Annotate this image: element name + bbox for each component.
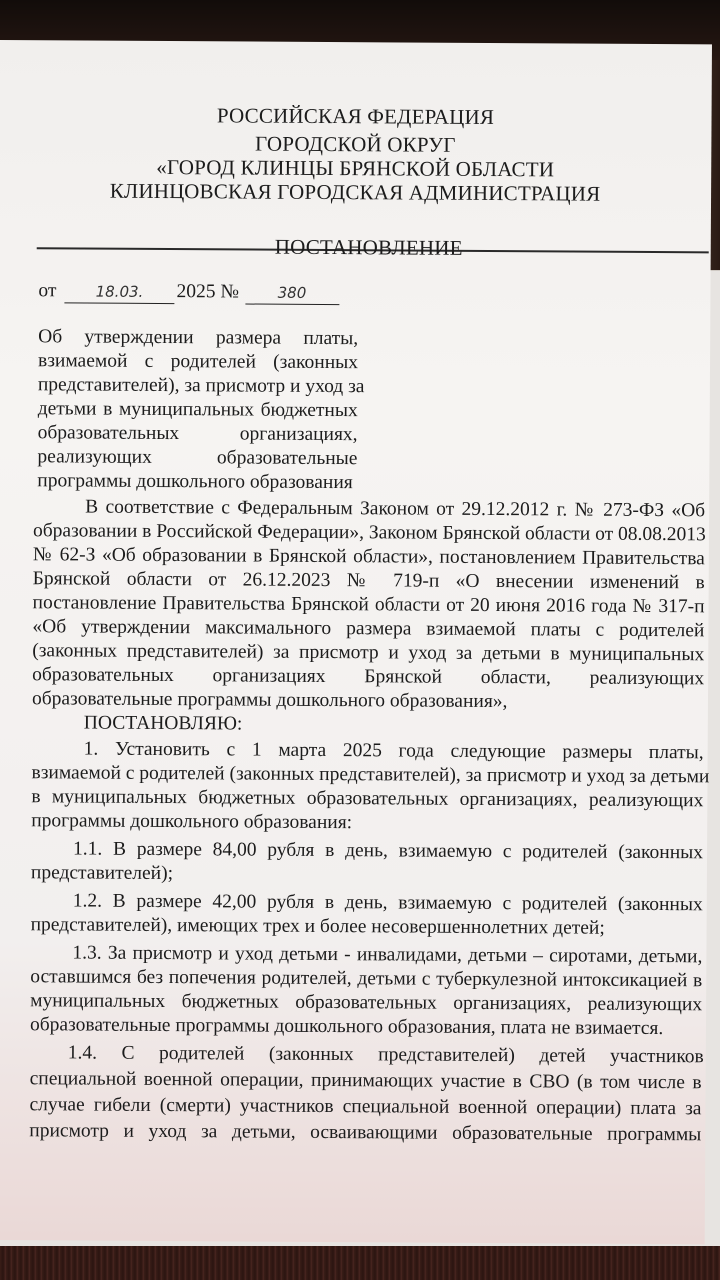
item-line: оставшимся без попечения родителей, детьми с туберкулезной интоксикацией в [30, 966, 703, 992]
date-prefix: от [38, 280, 57, 302]
date-year: 2025 № [176, 281, 240, 303]
subject-line: Об утверждении размера платы, [38, 326, 359, 350]
item-line: программы дошкольного образования: [31, 810, 353, 834]
item-line: 1. Установить с 1 марта 2025 года следующие размеры платы, [83, 738, 704, 764]
subject-line: представителей), за присмотр и уход за [37, 374, 365, 398]
preamble-line: образовании в Российской Федерации», Законом Брянской области от 08.08.2013 [32, 520, 706, 546]
subject-line: программы дошкольного образования [37, 470, 353, 494]
preamble-line: В соответствие с Федеральным Законом от 29.12.2012 г. № 273-ФЗ «Об [85, 496, 706, 522]
item-line: 1.3. За присмотр и уход детьми - инвалидами, детьми – сиротами, детьми, [72, 942, 703, 968]
header-administration: КЛИНЦОВСКАЯ ГОРОДСКАЯ АДМИНИСТРАЦИЯ [109, 178, 601, 206]
subject-line: образовательных организациях, [37, 422, 358, 446]
item-line: муниципальных бюджетных образовательных организациях, реализующих [30, 990, 703, 1016]
preamble-line: «Об утверждении максимального размера взимаемой платы с родителей [32, 616, 705, 642]
date-line [38, 280, 339, 305]
item-line: специальной военной операции, принимающих участие в СВО (в том числе в [29, 1068, 702, 1094]
item-line: 1.2. В размере 42,00 рубля в день, взимаемую с родителей (законных [72, 890, 703, 916]
preamble-line: (законных представителей) за присмотр и уход за детьми в муниципальных [32, 640, 705, 666]
subject-line: реализующих образовательные [37, 446, 358, 470]
decree-word: ПОСТАНОВЛЯЮ: [83, 712, 243, 735]
preamble-line: постановление Правительства Брянской области от 20 июня 2016 года № 317-п [32, 592, 705, 618]
preamble-line: образовательные программы дошкольного образования», [31, 688, 508, 713]
item-line: представителей); [30, 862, 174, 885]
item-line: случае гибели (смерти) участников специальной военной операции) плата за [29, 1094, 702, 1120]
handwritten-date: 18.03. [95, 282, 144, 301]
item-line: образовательные программы дошкольного образования, плата не взимается. [29, 1014, 664, 1040]
item-line: представителей), имеющих трех и более несовершеннолетних детей; [30, 914, 605, 939]
preamble-line: Брянской области от 26.12.2023 № 719-п «О внесении изменений в [32, 568, 705, 594]
item-line: в муниципальных бюджетных образовательных организациях, реализующих [31, 786, 704, 812]
subject-line: детьми в муниципальных бюджетных [37, 398, 358, 422]
document-title: ПОСТАНОВЛЕНИЕ [274, 234, 463, 260]
item-line: 1.1. В размере 84,00 рубля в день, взимаемую с родителей (законных [72, 838, 704, 864]
subject-line: взимаемой с родителей (законных [37, 350, 359, 374]
header-district: ГОРОДСКОЙ ОКРУГ [255, 131, 456, 157]
item-line: 1.4. С родителей (законных представителей) детей участников [67, 1042, 704, 1068]
preamble-line: № 62-З «Об образовании в Брянской области», постановлением Правительства [32, 544, 705, 570]
item-line: присмотр и уход за детьми, осваивающими образовательные программы [29, 1120, 702, 1146]
item-line: взимаемой с родителей (законных представителей), за присмотр и уход за детьми [31, 762, 710, 788]
document-page [0, 40, 712, 1244]
header-city: «ГОРОД КЛИНЦЫ БРЯНСКОЙ ОБЛАСТИ [156, 154, 555, 182]
header-country: РОССИЙСКАЯ ФЕДЕРАЦИЯ [216, 103, 495, 130]
preamble-line: образовательных организациях Брянской области, реализующих [32, 664, 705, 690]
date-field [64, 280, 174, 304]
handwritten-number: 380 [277, 283, 307, 302]
number-field [245, 282, 339, 306]
